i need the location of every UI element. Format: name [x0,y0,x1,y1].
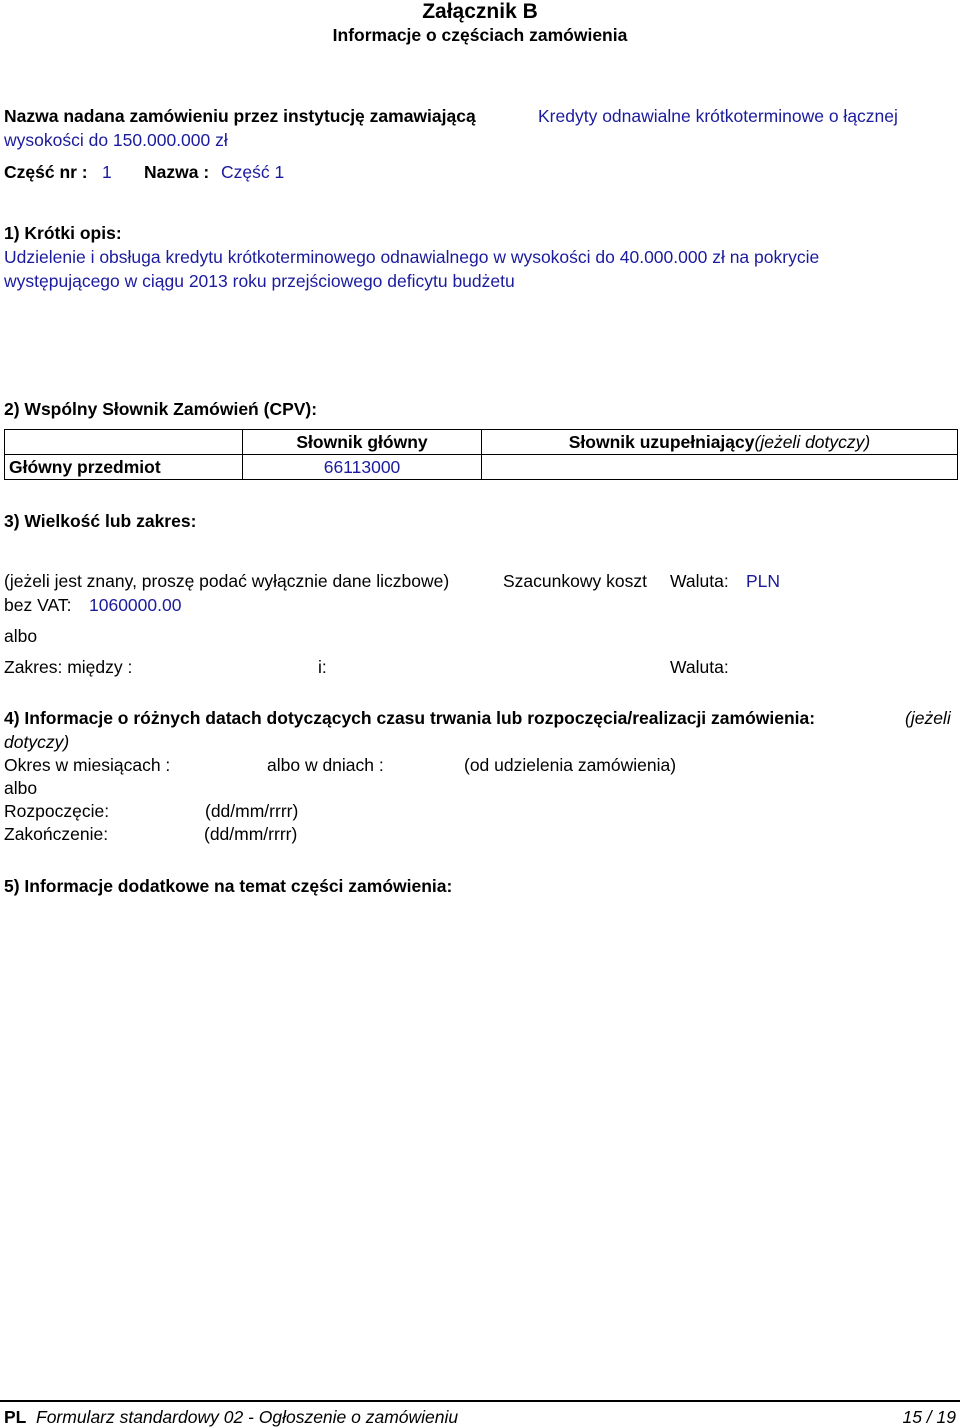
page-subtitle: Informacje o częściach zamówienia [332,25,628,45]
part-number-value: 1 [102,162,112,182]
cpv-table [4,429,958,480]
cpv-main-subject-label: Główny przedmiot [5,455,243,480]
section2-heading: 2) Wspólny Słownik Zamówień (CPV): [4,399,318,419]
part-name-label: Nazwa : [144,162,210,182]
section5-heading: 5) Informacje dodatkowe na temat części zamówienia: [4,876,453,896]
section1-heading: 1) Krótki opis: [4,223,122,243]
cpv-main-subject-row [5,455,958,480]
estimated-cost-label: Szacunkowy koszt [503,571,647,591]
or-separator-2: albo [4,778,38,798]
currency-value: PLN [746,571,781,591]
section4-note-part1: (jeżeli [905,708,951,728]
from-award-note: (od udzielenia zamówienia) [464,755,677,775]
quantity-intro: (jeżeli jest znany, proszę podać wyłącznie dane liczbowe) [4,571,450,591]
section3-heading: 3) Wielkość lub zakres: [4,511,197,531]
order-name-value-line2: wysokości do 150.000.000 zł [4,130,228,150]
short-description-line2: występującego w ciągu 2013 roku przejściowego deficytu budżetu [4,271,515,291]
start-format: (dd/mm/rrrr) [205,801,299,821]
short-description-line1: Udzielenie i obsługa kredytu krótkoterminowego odnawialnego w wysokości do 40.000.000 zł na pokrycie [4,247,820,267]
months-label: Okres w miesiącach : [4,755,171,775]
footer-divider [0,1400,960,1402]
cpv-supplementary-note: (jeżeli dotyczy) [754,431,871,452]
net-label: bez VAT: [4,595,72,615]
cpv-corner-cell [5,430,243,455]
section4-note-part2: dotyczy) [4,732,70,752]
footer-page-number: 15 / 19 [902,1407,956,1427]
order-name-value-line1: Kredyty odnawialne krótkoterminowe o łącznej [538,106,898,126]
footer-form-name: Formularz standardowy 02 - Ogłoszenie o zamówieniu [36,1407,459,1427]
footer-language: PL [4,1407,27,1427]
cpv-header-row [5,430,958,455]
page-title: Załącznik B [422,0,538,23]
range-between-label: Zakres: między : [4,657,133,677]
net-value: 1060000.00 [89,595,182,615]
or-separator: albo [4,626,38,646]
section4-heading: 4) Informacje o różnych datach dotyczących czasu trwania lub rozpoczęcia/realizacji zamówienia: [4,708,816,728]
end-label: Zakończenie: [4,824,109,844]
cpv-main-dictionary-header: Słownik główny [243,430,482,455]
range-and-label: i: [318,657,327,677]
range-currency-label: Waluta: [670,657,729,677]
start-label: Rozpoczęcie: [4,801,110,821]
order-name-label: Nazwa nadana zamówieniu przez instytucję zamawiającą [4,106,476,126]
end-format: (dd/mm/rrrr) [204,824,298,844]
cpv-supplementary-header [482,430,958,455]
cpv-supplementary-label: Słownik uzupełniający [568,431,755,452]
part-name-value: Część 1 [221,162,285,182]
currency-label: Waluta: [670,571,729,591]
days-label: albo w dniach : [267,755,384,775]
cpv-supplementary-code [482,455,958,480]
cpv-main-code: 66113000 [243,455,482,480]
part-number-label: Część nr : [4,162,88,182]
